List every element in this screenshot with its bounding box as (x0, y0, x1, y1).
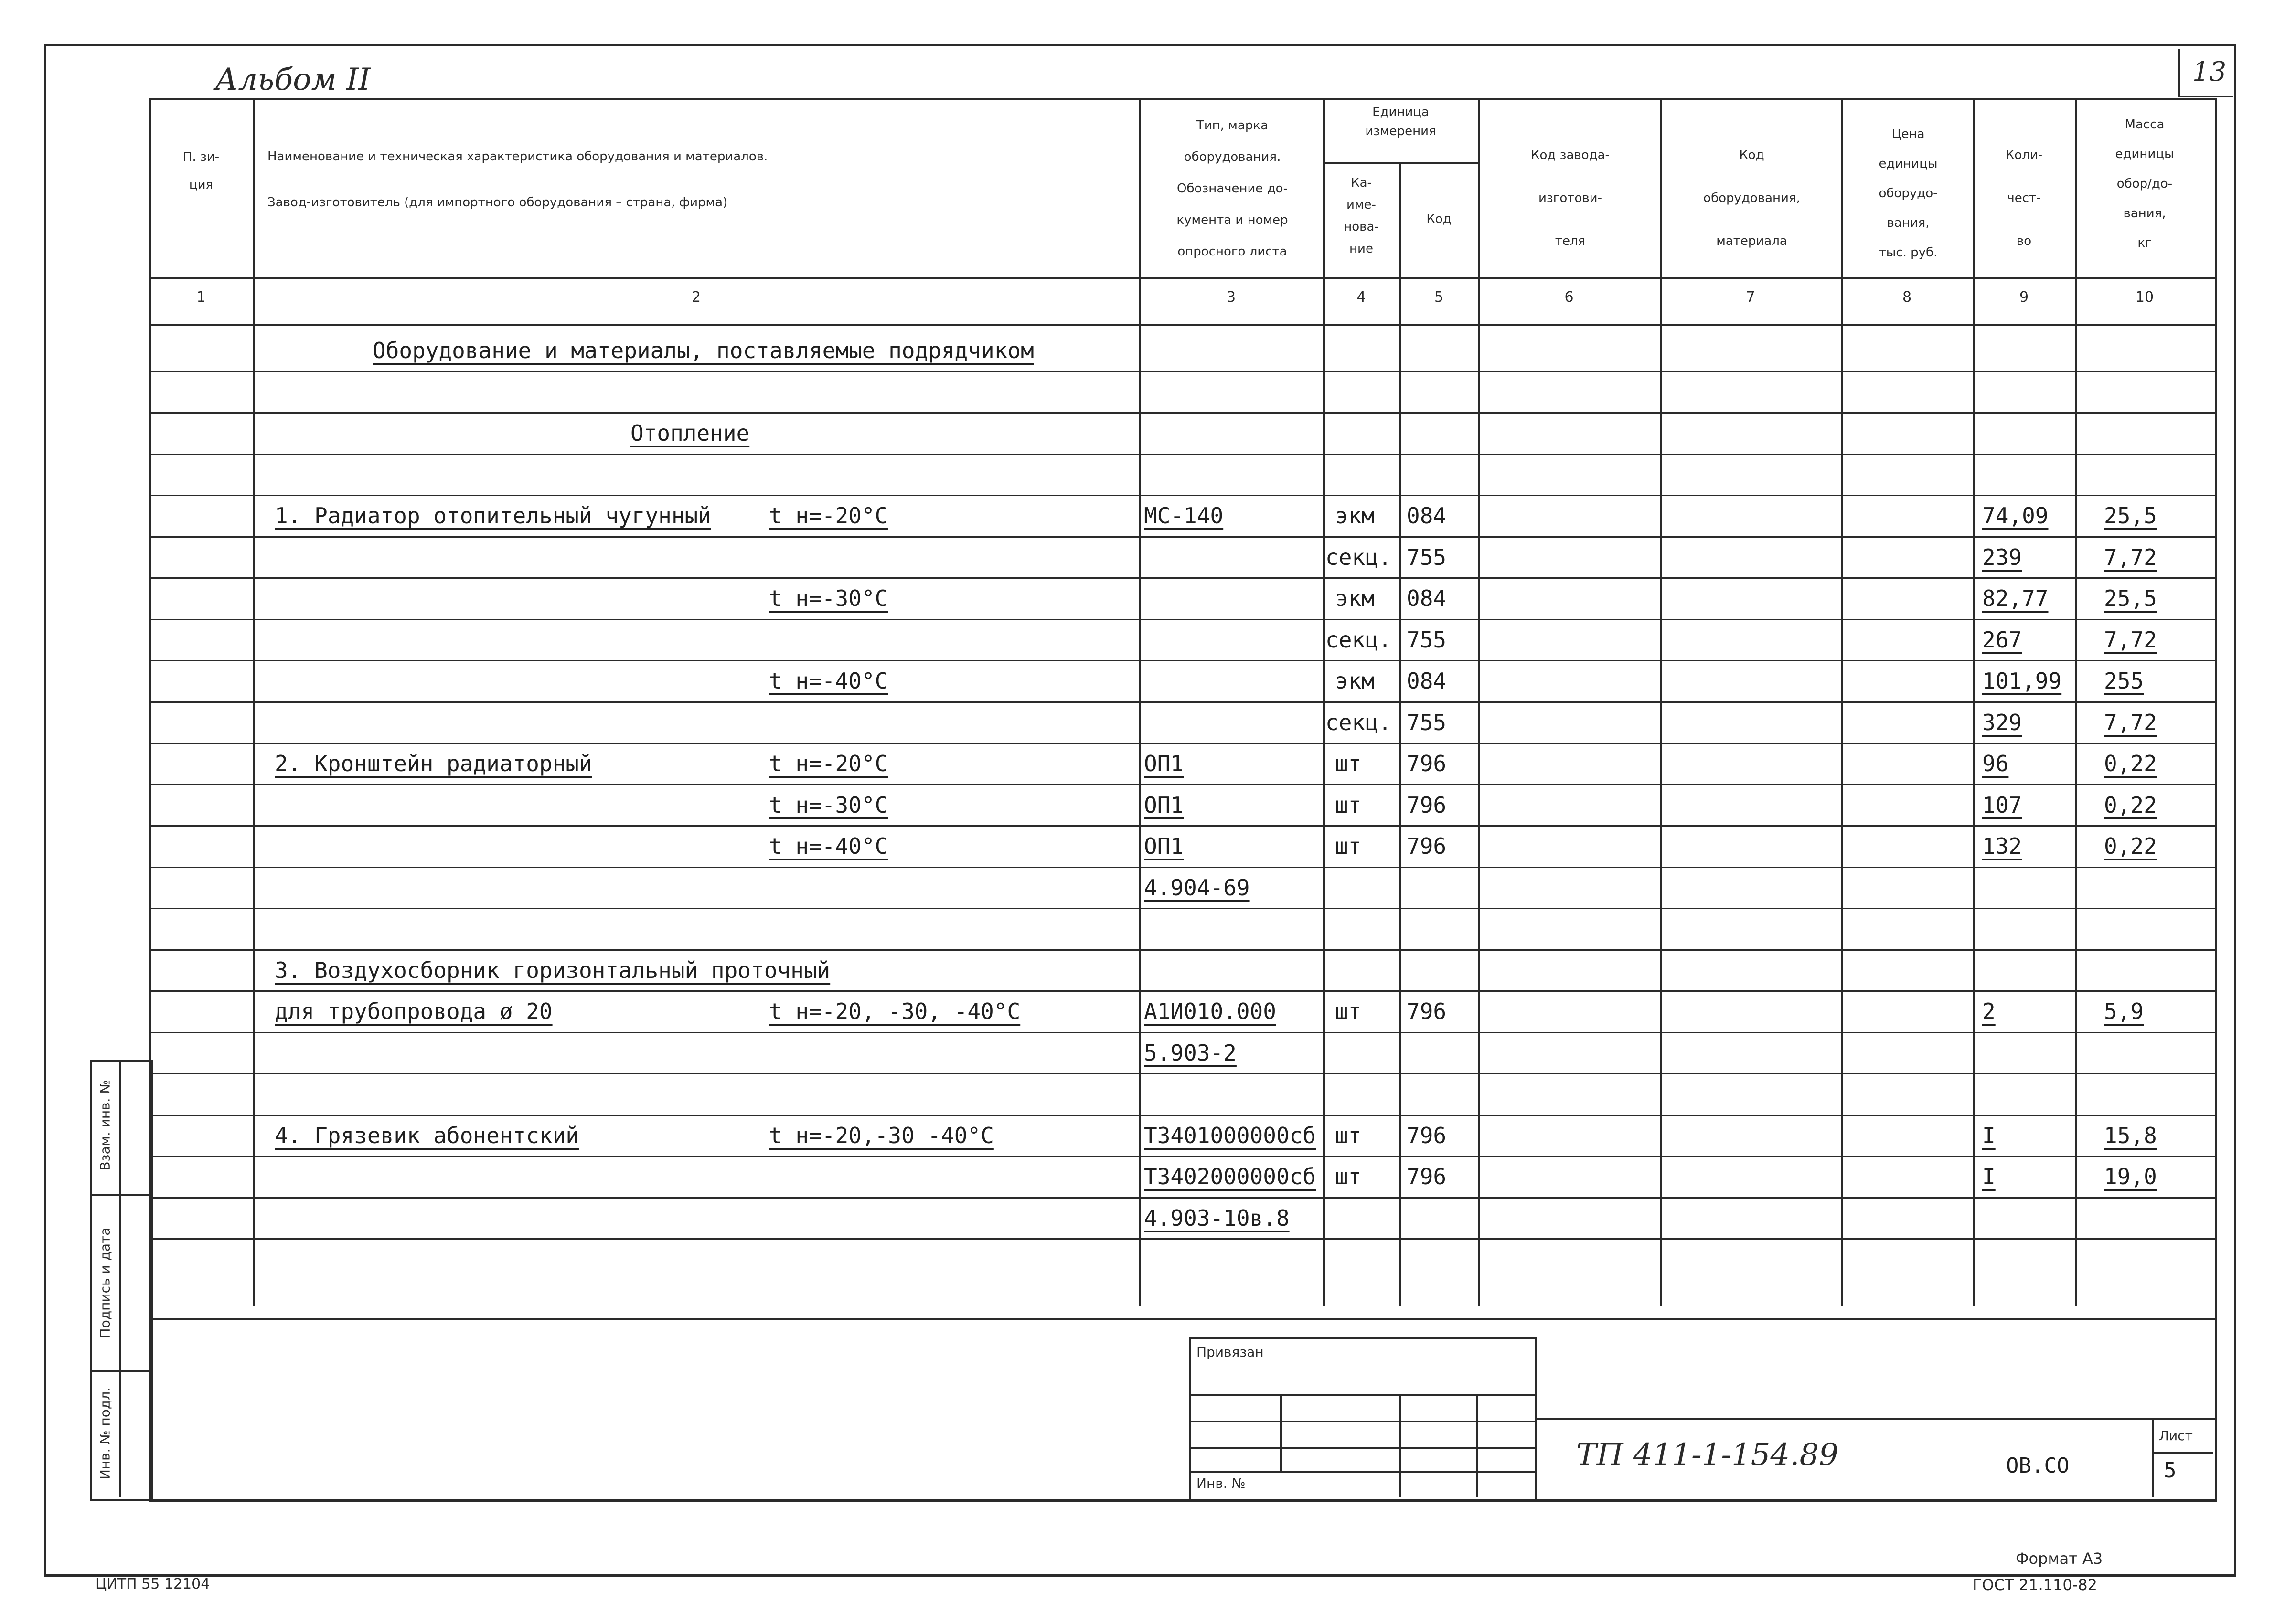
table-cell-c3: Т3401000000сб (1144, 1122, 1316, 1148)
table-cell-c4: секц. (1325, 709, 1392, 735)
table-cell-c3: ОП1 (1144, 751, 1184, 776)
table-cell-c2: для трубопровода ø 20 (275, 998, 553, 1024)
table-cell-c9: 267 (1982, 626, 2022, 653)
colnum-10: 10 (2135, 289, 2154, 306)
table-cell-c10: 0,22 (2104, 833, 2157, 859)
table-cell-c10: 255 (2104, 668, 2144, 694)
row-line (149, 743, 2215, 744)
header-units-group: Единица измерения (1365, 105, 1436, 138)
side-stamp-inventory: Инв. № подл. (97, 1387, 113, 1480)
table-cell-c3: 4.904-69 (1144, 874, 1250, 901)
table-cell-c9: 74,09 (1982, 503, 2049, 529)
header-qty: Коли- чест- во (2005, 148, 2043, 248)
table-cell-c2: 2. Кронштейн радиаторный (275, 751, 592, 776)
side-stamp-replace: Взам. инв. № (97, 1080, 113, 1171)
row-line (149, 825, 2215, 827)
table-cell-c4: экм (1335, 585, 1375, 611)
title-mid-line (1535, 1418, 2215, 1420)
row-line (149, 371, 2215, 372)
table-cell-c10: 19,0 (2104, 1164, 2157, 1189)
side-stamp-vline (119, 1060, 121, 1497)
table-cell-c3: МС-140 (1144, 503, 1224, 529)
table-cell-c4: секц. (1325, 626, 1392, 653)
gost-label: ГОСТ 21.110-82 (1973, 1576, 2097, 1594)
table-cell-c4: экм (1335, 503, 1375, 529)
list-label: Лист (2159, 1428, 2193, 1444)
document-code: ТП 411-1-154.89 (1576, 1437, 1838, 1473)
table-cell-c9: 2 (1982, 998, 1996, 1024)
privyazan-line-1 (1189, 1394, 1535, 1396)
privyazan-label: Привязан (1196, 1344, 1264, 1360)
row-line (149, 619, 2215, 620)
row-line (149, 1197, 2215, 1199)
title-block-top (149, 1318, 2215, 1320)
row-line (149, 577, 2215, 579)
table-cell-c5: 084 (1407, 668, 1447, 694)
sheet-corner-number: 13 (2192, 56, 2227, 87)
table-cell-c5: 796 (1407, 998, 1447, 1024)
table-cell-c9: I (1982, 1122, 1996, 1148)
colnum-4: 4 (1356, 289, 1366, 306)
table-cell-c3: 5.903-2 (1144, 1040, 1237, 1066)
table-cell-c9: 82,77 (1982, 585, 2049, 611)
list-number: 5 (2164, 1458, 2177, 1483)
table-cell-c5: 084 (1407, 503, 1447, 529)
table-cell-c9: 96 (1982, 751, 2009, 776)
colnum-8: 8 (1902, 289, 1912, 306)
table-cell-c9: 132 (1982, 833, 2022, 859)
table-cell-c5: 796 (1407, 1164, 1447, 1189)
table-cell-c3: Т3402000000сб (1144, 1164, 1316, 1189)
header-factory-code: Код заводa- изготови- теля (1531, 148, 1610, 248)
table-cell-c10: 0,22 (2104, 751, 2157, 776)
table-cell-c3: А1И010.000 (1144, 998, 1276, 1024)
table-cell-c10: 5,9 (2104, 998, 2144, 1024)
privyazan-line-2 (1189, 1421, 1535, 1422)
row-line (149, 1238, 2215, 1240)
colnum-6: 6 (1564, 289, 1574, 306)
header-name: Наименование и техническая характеристика оборудования и материалов. Завод-изготовитель (для импортного оборудования – страна, фирма) (267, 149, 768, 210)
table-cell-c9: 329 (1982, 709, 2022, 735)
units-group-line (1323, 162, 1478, 164)
header-pos: П. зи- ция (182, 150, 220, 192)
header-type: Тип, марка оборудования. Обозначение до- кумента и номер опросного листа (1176, 118, 1288, 259)
table-cell-c10: 15,8 (2104, 1122, 2157, 1148)
table-cell-c4: шт (1335, 998, 1362, 1024)
table-cell-c10: 7,72 (2104, 544, 2157, 570)
header-price: Цена единицы оборудо- вания, тыс. руб. (1879, 127, 1938, 260)
table-cell-c4: экм (1335, 668, 1375, 694)
table-cell-c5: 796 (1407, 751, 1447, 776)
table-cell-c2: Оборудование и материалы, поставляемые подрядчиком (373, 338, 1034, 363)
privyazan-vline-2 (1399, 1394, 1401, 1497)
row-line (149, 990, 2215, 992)
table-cell-c2: Отопление (630, 420, 750, 446)
header-unit-code: Код (1426, 212, 1452, 226)
table-cell-c2b: t н=-30°С (769, 585, 888, 611)
table-cell-c2b: t н=-20°С (769, 503, 888, 529)
numbers-bottom (149, 324, 2215, 326)
row-line (149, 1073, 2215, 1074)
header-equipment-code: Код оборудования, материала (1703, 148, 1800, 248)
colnum-9: 9 (2019, 289, 2029, 306)
table-cell-c9: 107 (1982, 792, 2022, 818)
row-line (149, 495, 2215, 496)
row-line (149, 454, 2215, 455)
table-cell-c9: 101,99 (1982, 668, 2062, 694)
row-line (149, 701, 2215, 703)
table-cell-c10: 7,72 (2104, 709, 2157, 735)
row-line (149, 908, 2215, 909)
privyazan-vline-3 (1476, 1394, 1478, 1497)
table-cell-c3: ОП1 (1144, 833, 1184, 859)
privyazan-line-4 (1189, 1471, 1535, 1473)
format-label: Формат А3 (2016, 1550, 2103, 1568)
table-cell-c3: ОП1 (1144, 792, 1184, 818)
table-cell-c10: 7,72 (2104, 626, 2157, 653)
table-cell-c2: 3. Воздухосборник горизонтальный проточный (275, 957, 831, 983)
inv-label: Инв. № (1196, 1475, 1246, 1491)
table-cell-c9: I (1982, 1164, 1996, 1189)
table-cell-c5: 796 (1407, 792, 1447, 818)
cipher-label: ЦИТП 55 12104 (96, 1576, 210, 1592)
table-cell-c2b: t н=-20, -30, -40°С (769, 998, 1021, 1024)
album-label: Альбом II (215, 62, 371, 97)
privyazan-vline-1 (1280, 1394, 1282, 1471)
row-line (149, 660, 2215, 661)
list-box-line (2152, 1452, 2213, 1454)
table-cell-c2b: t н=-30°С (769, 792, 888, 818)
colnum-1: 1 (196, 289, 206, 306)
table-cell-c10: 25,5 (2104, 503, 2157, 529)
col-line-4 (1399, 162, 1401, 1306)
row-line (149, 536, 2215, 538)
row-line (149, 949, 2215, 951)
table-cell-c10: 25,5 (2104, 585, 2157, 611)
row-line (149, 412, 2215, 414)
header-mass: Масса единицы обор/до- вания, кг (2115, 117, 2174, 250)
table-cell-c2: 4. Грязевик абонентский (275, 1122, 579, 1148)
row-line (149, 784, 2215, 785)
colnum-7: 7 (1746, 289, 1755, 306)
table-cell-c2b: t н=-40°С (769, 668, 888, 694)
table-cell-c4: шт (1335, 1122, 1362, 1148)
colnum-2: 2 (691, 289, 701, 306)
table-cell-c2b: t н=-20°С (769, 751, 888, 776)
table-cell-c10: 0,22 (2104, 792, 2157, 818)
table-cell-c2b: t н=-20,-30 -40°С (769, 1122, 994, 1148)
colnum-3: 3 (1226, 289, 1236, 306)
table-cell-c4: шт (1335, 833, 1362, 859)
row-line (149, 1156, 2215, 1157)
header-bottom (149, 277, 2215, 279)
colnum-5: 5 (1434, 289, 1444, 306)
table-cell-c4: секц. (1325, 544, 1392, 570)
table-cell-c2: 1. Радиатор отопительный чугунный (275, 503, 711, 529)
table-cell-c4: шт (1335, 792, 1362, 818)
table-cell-c2b: t н=-40°С (769, 833, 888, 859)
row-line (149, 867, 2215, 868)
table-cell-c9: 239 (1982, 544, 2022, 570)
table-cell-c5: 755 (1407, 626, 1447, 653)
table-cell-c5: 796 (1407, 1122, 1447, 1148)
header-unit-name: Ка- име- нова- ние (1344, 176, 1379, 256)
table-cell-c5: 084 (1407, 585, 1447, 611)
privyazan-line-3 (1189, 1447, 1535, 1449)
row-line (149, 1032, 2215, 1033)
table-cell-c5: 796 (1407, 833, 1447, 859)
table-cell-c3: 4.903-10в.8 (1144, 1205, 1290, 1231)
table-cell-c5: 755 (1407, 544, 1447, 570)
table-cell-c4: шт (1335, 751, 1362, 776)
table-cell-c4: шт (1335, 1164, 1362, 1189)
table-cell-c5: 755 (1407, 709, 1447, 735)
document-mark: ОВ.СО (2006, 1454, 2070, 1478)
row-line (149, 1115, 2215, 1116)
side-stamp-signature: Подпись и дата (97, 1227, 113, 1338)
